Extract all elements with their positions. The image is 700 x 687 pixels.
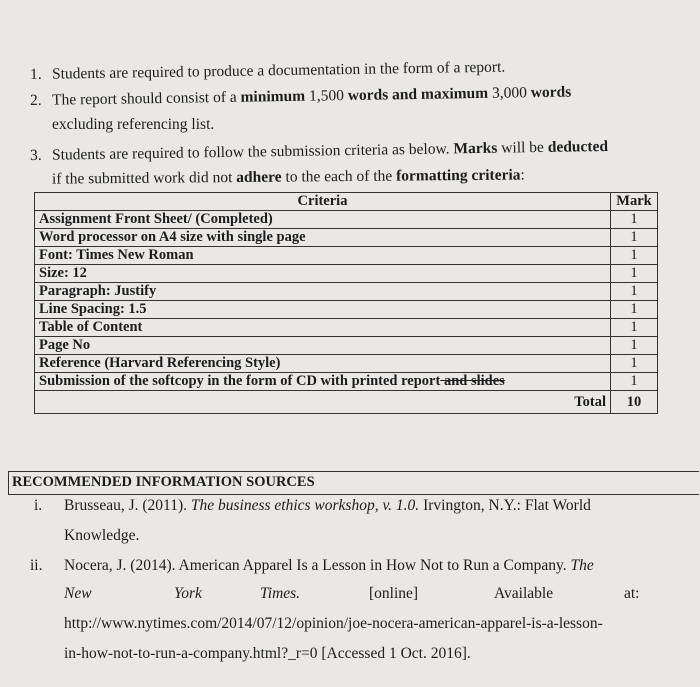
total-value: 10 — [611, 391, 658, 414]
struck-text: and slides — [440, 373, 505, 389]
instruction-3 — [30, 136, 670, 166]
instruction-2-line-2 — [30, 115, 670, 135]
criteria-cell: Paragraph: Justify — [35, 283, 611, 301]
table-row — [35, 265, 658, 283]
mark-header: Mark — [611, 193, 658, 211]
mark-cell: 1 — [611, 229, 658, 247]
criteria-cell: Line Spacing: 1.5 — [35, 301, 611, 319]
table-row — [35, 211, 658, 229]
table-row — [35, 229, 658, 247]
table-row — [35, 283, 658, 301]
mark-cell: 1 — [611, 301, 658, 319]
criteria-cell: Table of Content — [35, 319, 611, 337]
criteria-header: Criteria — [35, 193, 611, 211]
instruction-number: 3. — [29, 146, 42, 165]
instruction-text: Students are required to follow the submission criteria as below. Marks will be deducted — [51, 137, 609, 164]
reference-2-line-4: in-how-not-to-run-a-company.html?_r=0 [Accessed 1 Oct. 2016]. — [64, 645, 471, 662]
mark-cell: 1 — [611, 247, 658, 265]
total-label: Total — [35, 391, 611, 414]
mark-cell: 1 — [611, 373, 658, 391]
mark-cell: 1 — [611, 337, 658, 355]
mark-cell: 1 — [611, 283, 658, 301]
table-row — [35, 355, 658, 373]
instruction-text: The report should consist of a minimum 1,500 words and maximum 3,000 words — [51, 83, 572, 109]
total-row — [35, 391, 658, 414]
mark-cell: 1 — [611, 319, 658, 337]
criteria-cell: Word processor on A4 size with single page — [35, 229, 611, 247]
criteria-cell: Size: 12 — [35, 265, 611, 283]
table-header-row — [35, 193, 658, 211]
reference-text: Nocera, J. (2014). American Apparel Is a Lesson in How Not to Run a Company. The — [64, 557, 594, 574]
instruction-2 — [30, 81, 670, 111]
instruction-text: excluding referencing list. — [52, 116, 215, 133]
mark-cell: 1 — [611, 265, 658, 283]
table-row — [35, 301, 658, 319]
criteria-cell: Submission of the softcopy in the form of CD with printed report and slides — [35, 373, 611, 391]
document-page: 1. Students are required to produce a documentation in the form of a report. 2. The report should consist of a minimum 1,500 words and maximum 3,000 words excluding referencing list. 3. Students are required to follow the submission criteria as below. Marks will be deducted if the submitted work did not adhere to the each of the formatting criteria: Criteria Mark Assignment Front Sheet/ (Completed) 1 Word processor on A4 size with single page 1 Font: Times New Roman 1 Size: 12 1 Paragraph: Justify 1 Line Spacing: 1.5 1 Table of Content 1 Page No 1 Reference (Harvard Referencing Style) 1 Submission of the softcopy in the form of CD with printed report and slides 1 Total 10 RECOMMENDED INFORMATION SOURCES i. Brusseau, J. (2011). The business ethics workshop, v. 1.0. Irvington, N.Y.: Flat World Knowledge. ii. Nocera, J. (2014). American Apparel Is a Lesson in How Not to Run a Company. The New York Times. [online] Available at: http://www.nytimes.com/2014/07/12/opinion/joe-nocera-american-apparel-is-a-lesson- in-how-not-to-run-a-company.html?_r=0 [Accessed 1 Oct. 2016]. — [0, 0, 700, 687]
reference-1-line-2: Knowledge. — [64, 527, 140, 544]
table-row — [35, 373, 658, 391]
mark-cell: 1 — [611, 211, 658, 229]
instruction-number: 1. — [29, 65, 42, 84]
instruction-1 — [30, 55, 670, 85]
recommended-title: RECOMMENDED INFORMATION SOURCES — [12, 474, 315, 490]
reference-text: Brusseau, J. (2011). The business ethics workshop, v. 1.0. Irvington, N.Y.: Flat World — [64, 497, 591, 514]
reference-number: ii. — [30, 557, 43, 574]
reference-2-line-3: http://www.nytimes.com/2014/07/12/opinion/joe-nocera-american-apparel-is-a-lesson- — [64, 615, 603, 632]
criteria-cell: Font: Times New Roman — [35, 247, 611, 265]
reference-number: i. — [34, 497, 43, 514]
mark-cell: 1 — [611, 355, 658, 373]
criteria-cell: Reference (Harvard Referencing Style) — [35, 355, 611, 373]
criteria-table — [34, 192, 658, 414]
instruction-text: if the submitted work did not adhere to the each of the formatting criteria: — [51, 166, 525, 188]
instruction-number: 2. — [29, 91, 42, 110]
instruction-3-line-2 — [30, 164, 670, 190]
instruction-text: Students are required to produce a documentation in the form of a report. — [51, 58, 506, 83]
table-row — [35, 247, 658, 265]
table-row — [35, 319, 658, 337]
criteria-cell: Page No — [35, 337, 611, 355]
criteria-cell: Assignment Front Sheet/ (Completed) — [35, 211, 611, 229]
table-row — [35, 337, 658, 355]
